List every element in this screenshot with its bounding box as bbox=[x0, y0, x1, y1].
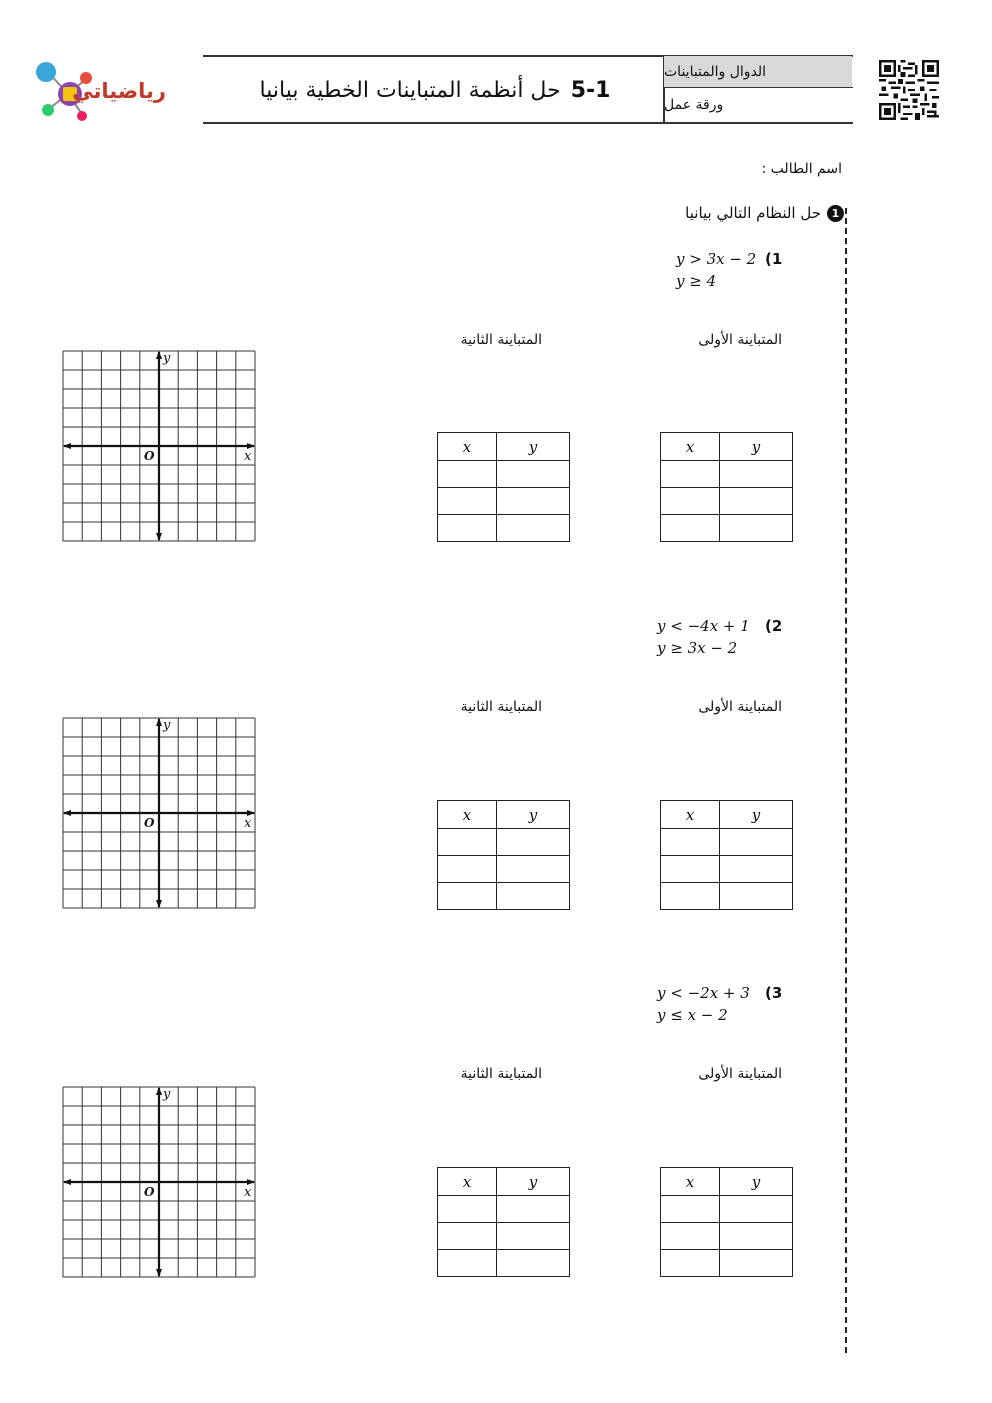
cell[interactable] bbox=[438, 515, 497, 542]
topic-label: الدوال والمتباينات bbox=[664, 63, 767, 80]
x-axis-label: x bbox=[244, 816, 252, 831]
cell[interactable] bbox=[438, 488, 497, 515]
cell[interactable] bbox=[497, 829, 570, 856]
values-table-second bbox=[437, 1167, 570, 1277]
header-y: y bbox=[720, 433, 793, 461]
cell[interactable] bbox=[720, 1196, 793, 1223]
cell[interactable] bbox=[497, 1196, 570, 1223]
header-x: x bbox=[438, 1168, 497, 1196]
margin-dashed-line bbox=[845, 208, 847, 1353]
header-y: y bbox=[497, 1168, 570, 1196]
origin-label: O bbox=[144, 816, 155, 830]
inequality-1: y < −2x + 3 bbox=[657, 984, 750, 1002]
cell[interactable] bbox=[720, 461, 793, 488]
y-arrow-down bbox=[156, 900, 162, 908]
x-axis-label: x bbox=[244, 1185, 252, 1200]
header-y: y bbox=[497, 433, 570, 461]
first-inequality-label: المتباينة الأولى bbox=[698, 1066, 782, 1082]
coordinate-grid[interactable] bbox=[62, 717, 256, 909]
header-x: x bbox=[438, 801, 497, 829]
y-axis-label: y bbox=[163, 718, 171, 733]
cell[interactable] bbox=[720, 1250, 793, 1277]
values-table-second bbox=[437, 432, 570, 542]
question-marker: 1 bbox=[827, 205, 844, 222]
cell[interactable] bbox=[661, 1250, 720, 1277]
cell[interactable] bbox=[438, 1223, 497, 1250]
qr-code-icon bbox=[879, 60, 939, 120]
cell[interactable] bbox=[661, 488, 720, 515]
origin-label: O bbox=[144, 1185, 155, 1199]
x-arrow-left bbox=[63, 1179, 71, 1185]
header-x: x bbox=[661, 801, 720, 829]
cell[interactable] bbox=[661, 1196, 720, 1223]
topic-cell bbox=[664, 56, 852, 87]
lesson-title: حل أنظمة المتباينات الخطية بيانيا bbox=[259, 77, 561, 103]
values-table-first bbox=[660, 1167, 793, 1277]
header-y: y bbox=[720, 1168, 793, 1196]
inequality-2: y ≥ 3x − 2 bbox=[657, 639, 738, 657]
second-inequality-label: المتباينة الثانية bbox=[460, 1066, 542, 1082]
cell[interactable] bbox=[497, 488, 570, 515]
cell[interactable] bbox=[438, 856, 497, 883]
instruction bbox=[685, 204, 844, 222]
inequality-2: y ≥ 4 bbox=[676, 272, 717, 290]
cell[interactable] bbox=[720, 488, 793, 515]
inequality-1: y > 3x − 2 bbox=[676, 250, 757, 268]
cell[interactable] bbox=[497, 1250, 570, 1277]
cell[interactable] bbox=[661, 883, 720, 910]
header-bottom-rule bbox=[203, 122, 853, 124]
cell[interactable] bbox=[720, 515, 793, 542]
cell[interactable] bbox=[497, 883, 570, 910]
cell[interactable] bbox=[661, 829, 720, 856]
student-name-label: اسم الطالب : bbox=[761, 161, 842, 177]
cell[interactable] bbox=[720, 856, 793, 883]
y-axis-label: y bbox=[163, 351, 171, 366]
second-inequality-label: المتباينة الثانية bbox=[460, 332, 542, 348]
y-axis-label: y bbox=[163, 1087, 171, 1102]
cell[interactable] bbox=[497, 1223, 570, 1250]
problem-number: (1 bbox=[765, 250, 783, 268]
y-arrow-down bbox=[156, 533, 162, 541]
worksheet-label: ورقة عمل bbox=[664, 97, 724, 113]
cell[interactable] bbox=[497, 461, 570, 488]
second-inequality-label: المتباينة الثانية bbox=[460, 699, 542, 715]
logo-icon bbox=[30, 56, 170, 126]
cell[interactable] bbox=[438, 883, 497, 910]
y-arrow-up bbox=[156, 351, 162, 359]
cell[interactable] bbox=[661, 515, 720, 542]
problem-equations bbox=[657, 615, 797, 659]
inequality-2: y ≤ x − 2 bbox=[657, 1006, 728, 1024]
cell[interactable] bbox=[661, 461, 720, 488]
x-axis-label: x bbox=[244, 449, 252, 464]
inequality-1: y < −4x + 1 bbox=[657, 617, 750, 635]
page-title bbox=[210, 62, 660, 118]
cell[interactable] bbox=[661, 1223, 720, 1250]
coordinate-grid[interactable] bbox=[62, 350, 256, 542]
cell[interactable] bbox=[438, 1196, 497, 1223]
values-table-first bbox=[660, 800, 793, 910]
origin-label: O bbox=[144, 449, 155, 463]
problem-equations bbox=[676, 248, 816, 292]
cell[interactable] bbox=[497, 515, 570, 542]
values-table-first bbox=[660, 432, 793, 542]
cell[interactable] bbox=[438, 1250, 497, 1277]
header-x: x bbox=[438, 433, 497, 461]
cell[interactable] bbox=[720, 829, 793, 856]
cell[interactable] bbox=[438, 829, 497, 856]
cell[interactable] bbox=[438, 461, 497, 488]
coordinate-grid[interactable] bbox=[62, 1086, 256, 1278]
lesson-number: 5-1 bbox=[570, 77, 611, 103]
instruction-text: حل النظام التالي بيانيا bbox=[685, 204, 821, 222]
y-arrow-down bbox=[156, 1269, 162, 1277]
header-x: x bbox=[661, 433, 720, 461]
values-table-second bbox=[437, 800, 570, 910]
y-arrow-up bbox=[156, 1087, 162, 1095]
cell[interactable] bbox=[661, 856, 720, 883]
problem-number: (2 bbox=[765, 617, 783, 635]
x-arrow-left bbox=[63, 810, 71, 816]
header-x: x bbox=[661, 1168, 720, 1196]
cell[interactable] bbox=[720, 1223, 793, 1250]
header-y: y bbox=[720, 801, 793, 829]
header-y: y bbox=[497, 801, 570, 829]
problem-number: (3 bbox=[765, 984, 783, 1002]
x-arrow-left bbox=[63, 443, 71, 449]
problem-equations bbox=[657, 982, 797, 1026]
logo-text: رياضياتي bbox=[72, 79, 166, 103]
cell[interactable] bbox=[497, 856, 570, 883]
first-inequality-label: المتباينة الأولى bbox=[698, 699, 782, 715]
first-inequality-label: المتباينة الأولى bbox=[698, 332, 782, 348]
worksheet-cell bbox=[664, 88, 852, 122]
cell[interactable] bbox=[720, 883, 793, 910]
y-arrow-up bbox=[156, 718, 162, 726]
